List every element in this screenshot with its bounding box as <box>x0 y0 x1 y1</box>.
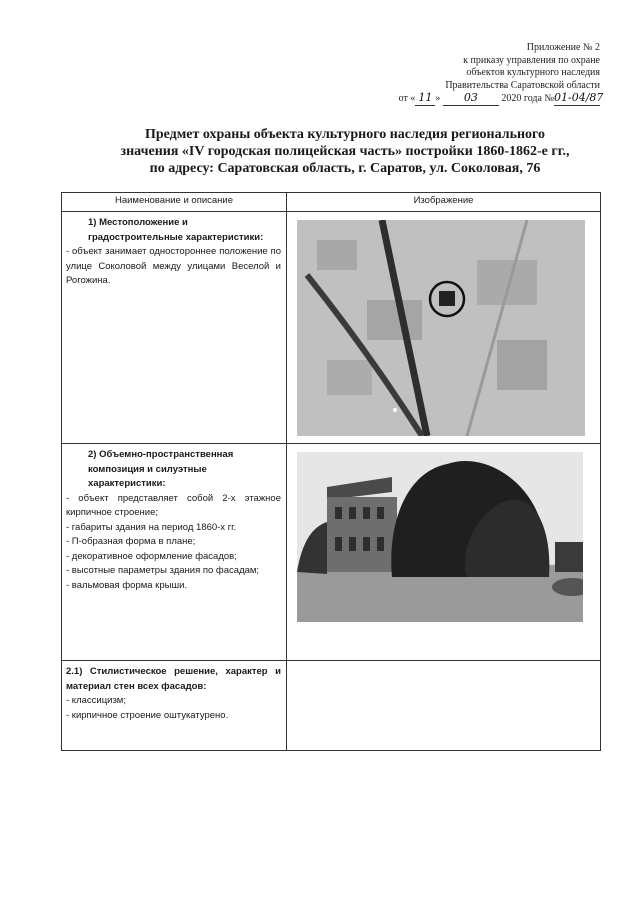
row-line: - объект занимает одностороннее положение по улице Соколовой между улицами Веселой и Рогожина. <box>66 246 281 286</box>
map-image <box>297 220 585 436</box>
building-photo <box>297 452 583 622</box>
table-row <box>62 444 601 661</box>
row-line: - высотные параметры здания по фасадам; <box>66 565 260 576</box>
row-line: - классицизм; <box>66 695 126 706</box>
date-prefix: от « <box>398 93 416 104</box>
table-row <box>62 661 601 751</box>
date-mid: » <box>435 93 441 104</box>
row-image-cell <box>287 444 601 661</box>
header-description: Наименование и описание <box>62 193 287 212</box>
row-line: - кирпичное строение оштукатурено. <box>66 709 229 721</box>
row-line: - габариты здания на период 1860-х гг. <box>66 521 237 533</box>
appendix-block <box>360 42 604 106</box>
row-line: - вальмовая форма крыши. <box>66 579 188 591</box>
appendix-line: к приказу управления по охране <box>463 54 600 66</box>
row-heading: 1) Местоположение и градостроительные характеристики: <box>88 217 264 243</box>
order-number: 01-04/87 <box>554 91 604 104</box>
table-row <box>62 212 601 444</box>
title-line: Предмет охраны объекта культурного наследия регионального <box>144 127 546 142</box>
row-description <box>62 661 287 751</box>
row-description <box>62 444 287 661</box>
row-heading: 2.1) Стилистическое решение, характер и материал стен всех фасадов: <box>66 666 281 692</box>
title-line: значения «IV городская полицейская часть» постройки 1860-1862-е гг., <box>120 144 570 159</box>
table-header-row <box>62 193 601 212</box>
date-day: 11 <box>415 92 435 106</box>
row-line: - декоративное оформление фасадов; <box>66 550 237 562</box>
row-line: - объект представляет собой 2-х этажное кирпичное строение; <box>66 492 281 518</box>
protection-table <box>61 192 601 751</box>
appendix-line: объектов культурного наследия <box>466 67 600 78</box>
header-image: Изображение <box>287 193 601 212</box>
appendix-line: Приложение № 2 <box>526 42 600 53</box>
row-heading: 2) Объемно-пространственная композиция и силуэтные характеристики: <box>88 449 234 489</box>
date-year: 2020 года № <box>501 93 554 104</box>
row-description <box>62 212 287 444</box>
appendix-line: Правительства Саратовской области <box>445 79 600 91</box>
row-image-cell <box>287 661 601 751</box>
title-line: по адресу: Саратовская область, г. Саратов, ул. Соколовая, 76 <box>149 161 541 176</box>
row-line: - П-образная форма в плане; <box>66 536 196 547</box>
row-image-cell <box>287 212 601 444</box>
date-month: 03 <box>443 92 499 106</box>
document-title <box>95 126 595 177</box>
appendix-date-line <box>360 91 604 106</box>
